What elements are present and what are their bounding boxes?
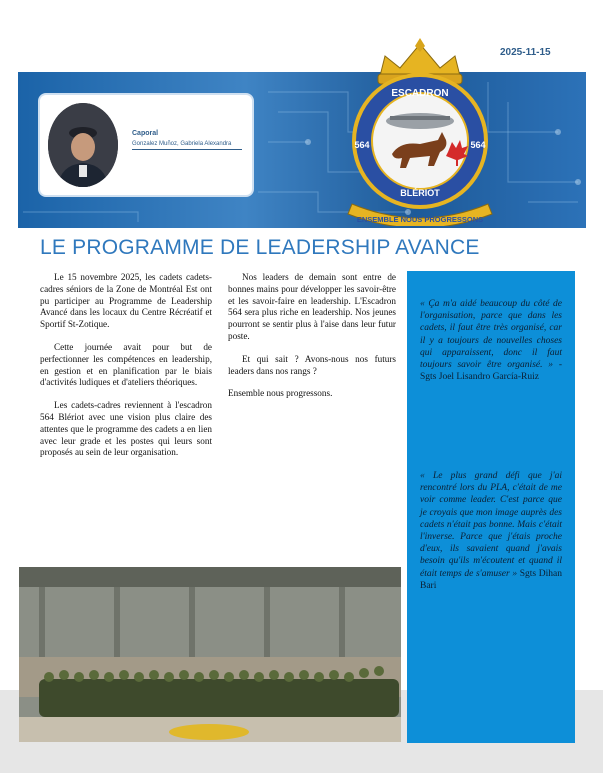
- quote-author: - Sgts Joel Lisandro García-Ruiz: [420, 360, 562, 383]
- profile-name: Gonzalez Muñoz, Gabriela Alexandra: [132, 141, 232, 147]
- quote-text: « Ça m'a aidé beaucoup du côté de l'organisation, parce que dans les cadets, il faut être très organisé, car il y a toujours de nouvelles choses qui apparaissent, donc il faut toujours savoir être organisé. »: [420, 299, 562, 371]
- crest-motto: ENSEMBLE NOUS PROGRESSONS: [356, 215, 484, 224]
- quote-2: [420, 470, 562, 592]
- airplane-icon: [386, 113, 454, 129]
- article-column-2: [228, 272, 396, 411]
- quote-1: [420, 298, 562, 383]
- profile-rank: Caporal: [132, 130, 159, 137]
- paragraph: Ensemble nous progressons.: [228, 388, 333, 399]
- crest-top-text: ESCADRON: [391, 88, 449, 99]
- crest-number-left: 564: [354, 140, 370, 150]
- paragraph: Et qui sait ? Avons-nous nos futurs leaders dans nos rangs ?: [228, 353, 396, 376]
- profile-divider: [132, 149, 242, 150]
- article-column-1: [40, 272, 212, 470]
- cadet-portrait: [48, 103, 118, 187]
- squadron-crest-logo: [330, 36, 510, 226]
- quote-text: « Le plus grand défi que j'ai rencontré lors du PLA, c'était de me voir comme leader. C'est parce que je croyais que mon image auprès des cadets n'était pas bonne. Mais c'était l'inverse. Parce que j'étais proche d'eux, ils savaient quand j'avais besoin qu'ils m'écoutent et quand il était temps de s'amuser »: [420, 471, 562, 579]
- crest-number-right: 564: [470, 140, 486, 150]
- quote-author: Sgts Dihan Bari: [420, 568, 562, 591]
- paragraph: Nos leaders de demain sont entre de bonnes mains pour développer les savoir-être et les savoir-faire en leadership. L'Escadron 564 sera plus riche en leadership. Nos jeunes pourront se sentir plus à l'aise dans leur futur poste.: [228, 272, 396, 341]
- crest-name: BLÉRIOT: [400, 188, 440, 198]
- issue-date: 2025-11-15: [500, 47, 551, 58]
- paragraph: Les cadets-cadres reviennent à l'escadron 564 Blériot avec une vision plus claire des attentes que le programme des cadets a en lien avec leur grade et les postes qui leurs sont proposés au sein de leur organisation.: [40, 400, 212, 458]
- paragraph: Le 15 novembre 2025, les cadets cadets-cadres séniors de la Zone de Montréal Est ont pu participer au Programme de Leadership Avancé dans les locaux du Centre Récréatif et Sportif St-Zotique.: [40, 272, 212, 330]
- article-title: LE PROGRAMME DE LEADERSHIP AVANCE: [40, 236, 480, 259]
- group-photo: [19, 567, 401, 742]
- paragraph: Cette journée avait pour but de perfectionner les compétences en leadership, en gestion et en planification par le biais d'activités ludiques et d'ateliers théoriques.: [40, 341, 212, 388]
